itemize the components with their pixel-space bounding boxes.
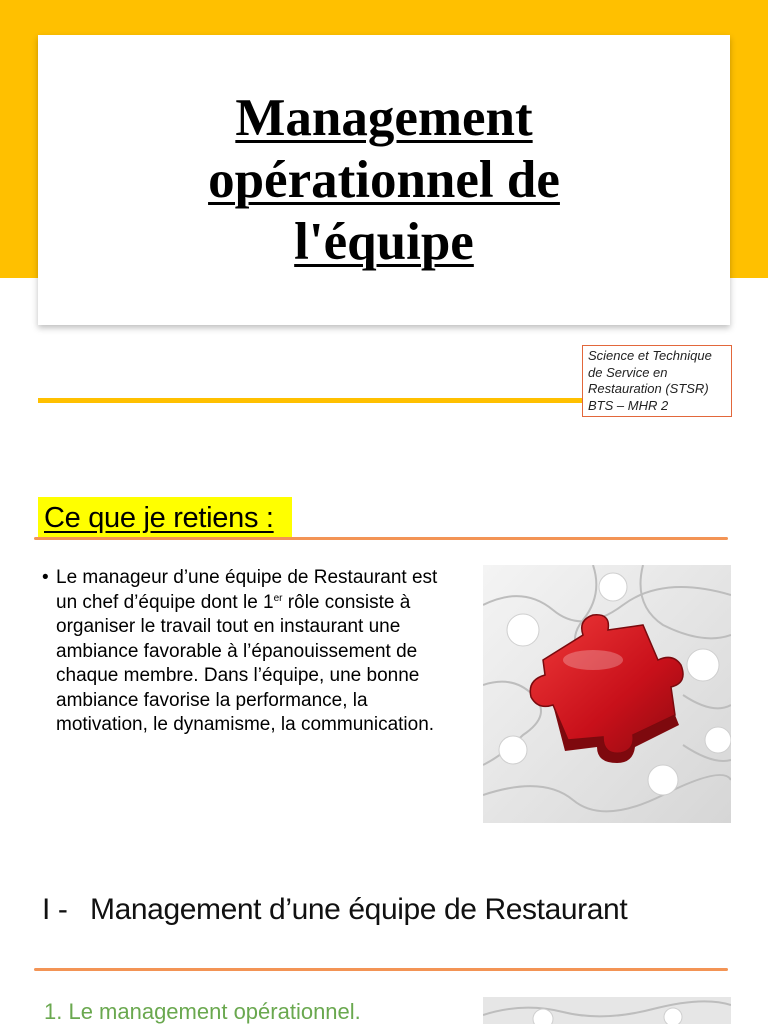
title-card [38,35,730,325]
course-info-line: de Service en [588,364,668,380]
summary-bullet [42,566,462,738]
course-info-line: Science et Technique [588,348,712,363]
section-title-text: Management d’une équipe de Restaurant [90,893,628,926]
section-title [42,890,627,930]
course-info-line: Restauration (STSR) [588,381,709,396]
puzzle-image-partial [483,997,731,1024]
yellow-divider [38,398,598,403]
subsection-title: 1. Le management opérationnel. [44,999,361,1024]
slide-title: Management opérationnel de l'équipe [208,89,560,271]
puzzle-image [483,565,731,823]
orange-divider [34,968,728,971]
course-info-box [582,345,732,417]
orange-divider [34,537,728,540]
course-info-line: BTS – MHR 2 [588,397,669,413]
section-number: I - [42,893,68,926]
summary-heading: Ce que je retiens : [38,497,292,539]
bullet-dot: • [42,567,49,588]
summary-text: Le manageur d’une équipe de Restaurant est un chef d’équipe dont le 1er rôle consiste à organiser le travail tout en instaurant une ambiance favorable à l’épanouissement de chaque membre. Dans l’équipe, une bonne ambiance favorise la performance, la motivation, le dynamisme, la communication. [56,567,438,735]
